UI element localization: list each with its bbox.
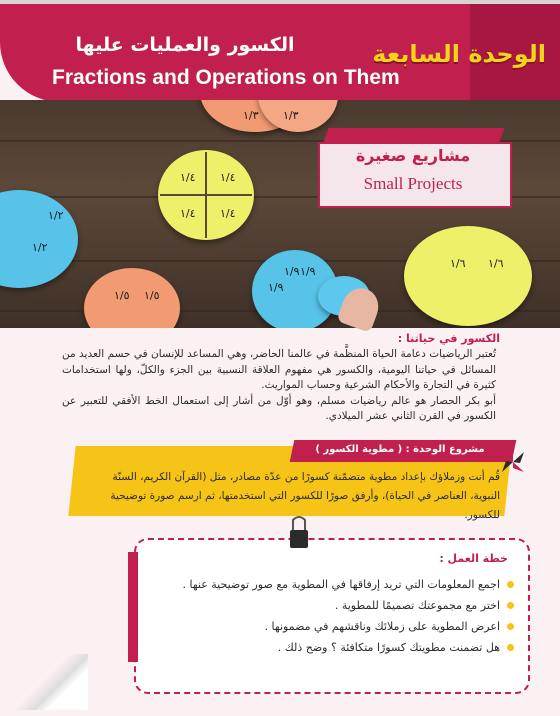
plan-item: [154, 574, 514, 595]
fraction-label: ١/٢: [48, 209, 64, 222]
intro-text: [62, 347, 496, 425]
work-plan-list: [154, 574, 514, 658]
plan-item-text: اختر مع مجموعتك تصميمًا للمطوية .: [334, 599, 500, 612]
fraction-label: ١/٩: [284, 265, 300, 278]
binder-clip-icon: [288, 516, 310, 550]
projects-ribbon: [323, 128, 504, 142]
fraction-label: ١/٢: [32, 241, 48, 254]
fraction-label: ١/٤: [220, 171, 236, 184]
plan-item-text: اجمع المعلومات التي تريد إرفاقها في المطوية مع صور توضيحية عنها .: [182, 578, 500, 591]
plan-item-text: هل تضمنت مطويتك كسورًا متكافئة ؟ وضح ذلك .: [277, 641, 500, 654]
intro-paragraph: أبو بكر الحصار هو عالم رياضيات مسلم، وهو أوّل من أشار إلى استعمال الخط الأفقي للتعبير عن الكسور في القرن الثاني عشر الميلادي.: [62, 394, 496, 422]
bullet-icon: [507, 602, 514, 609]
work-plan-heading: خطة العمل :: [439, 552, 508, 565]
fraction-label: ١/٤: [180, 171, 196, 184]
bullet-icon: [507, 644, 514, 651]
pinwheel-icon: [500, 450, 526, 474]
fraction-label: ١/٥: [144, 289, 160, 302]
plan-item: [154, 637, 514, 658]
project-tab-label: مشروع الوحدة : ( مطوية الكسور ): [315, 444, 485, 455]
plan-item: [154, 616, 514, 637]
plan-side-bar: [128, 552, 138, 662]
disc-divider: [160, 194, 252, 196]
small-projects-title-arabic: مشاريع صغيرة: [355, 146, 471, 165]
small-projects-title-english: Small Projects: [363, 174, 463, 193]
fraction-label: ١/٩: [300, 265, 316, 278]
intro-paragraph: تُعتبر الرياضيات دعامة الحياة المنظَّمة في عالمنا الحاضر، وهي المساعد للإنسان في حسم العديد من المسائل في حياتنا اليومية، والكسور هي مفهوم العلاقة النسبية بين الجزء والكلّ، ولها استخدامات كثيرة في التجارة والأحكام الشرعية وحساب المواريث.: [62, 348, 496, 391]
bullet-icon: [507, 623, 514, 630]
yellow-disc: [404, 226, 532, 326]
unit-label: الوحدة السابعة: [372, 40, 546, 68]
blue-disc: [0, 190, 78, 288]
fraction-label: ١/٤: [220, 207, 236, 220]
bullet-icon: [507, 581, 514, 588]
fraction-label: ١/٦: [450, 257, 466, 270]
chapter-title-english: Fractions and Operations on Them: [52, 66, 400, 89]
page-curl: [8, 654, 88, 710]
plan-item-text: اعرض المطوية على زملائك وناقشهم في مضمونها .: [264, 620, 500, 633]
fraction-label: ١/٣: [243, 109, 259, 122]
chapter-title-arabic: الكسور والعمليات عليها: [75, 34, 295, 56]
fraction-label: ١/٩: [268, 281, 284, 294]
fraction-label: ١/٤: [180, 207, 196, 220]
plan-item: [154, 595, 514, 616]
fraction-label: ١/٣: [283, 109, 299, 122]
project-description: قُم أنت وزملاؤك بإعداد مطوية متضمّنة كسورًا من عدّة مصادر، مثل (القرآن الكريم، السنّة النبوية، العناصر في الحياة)، وأرفق صورًا للكسور التي استخدمتها، ثم ارسم صورة توضيحية للكسور.: [110, 471, 500, 521]
orange-disc: [84, 268, 180, 328]
fraction-label: ١/٥: [114, 289, 130, 302]
intro-heading: الكسور في حياتنا :: [397, 332, 500, 345]
fraction-label: ١/٦: [488, 257, 504, 270]
